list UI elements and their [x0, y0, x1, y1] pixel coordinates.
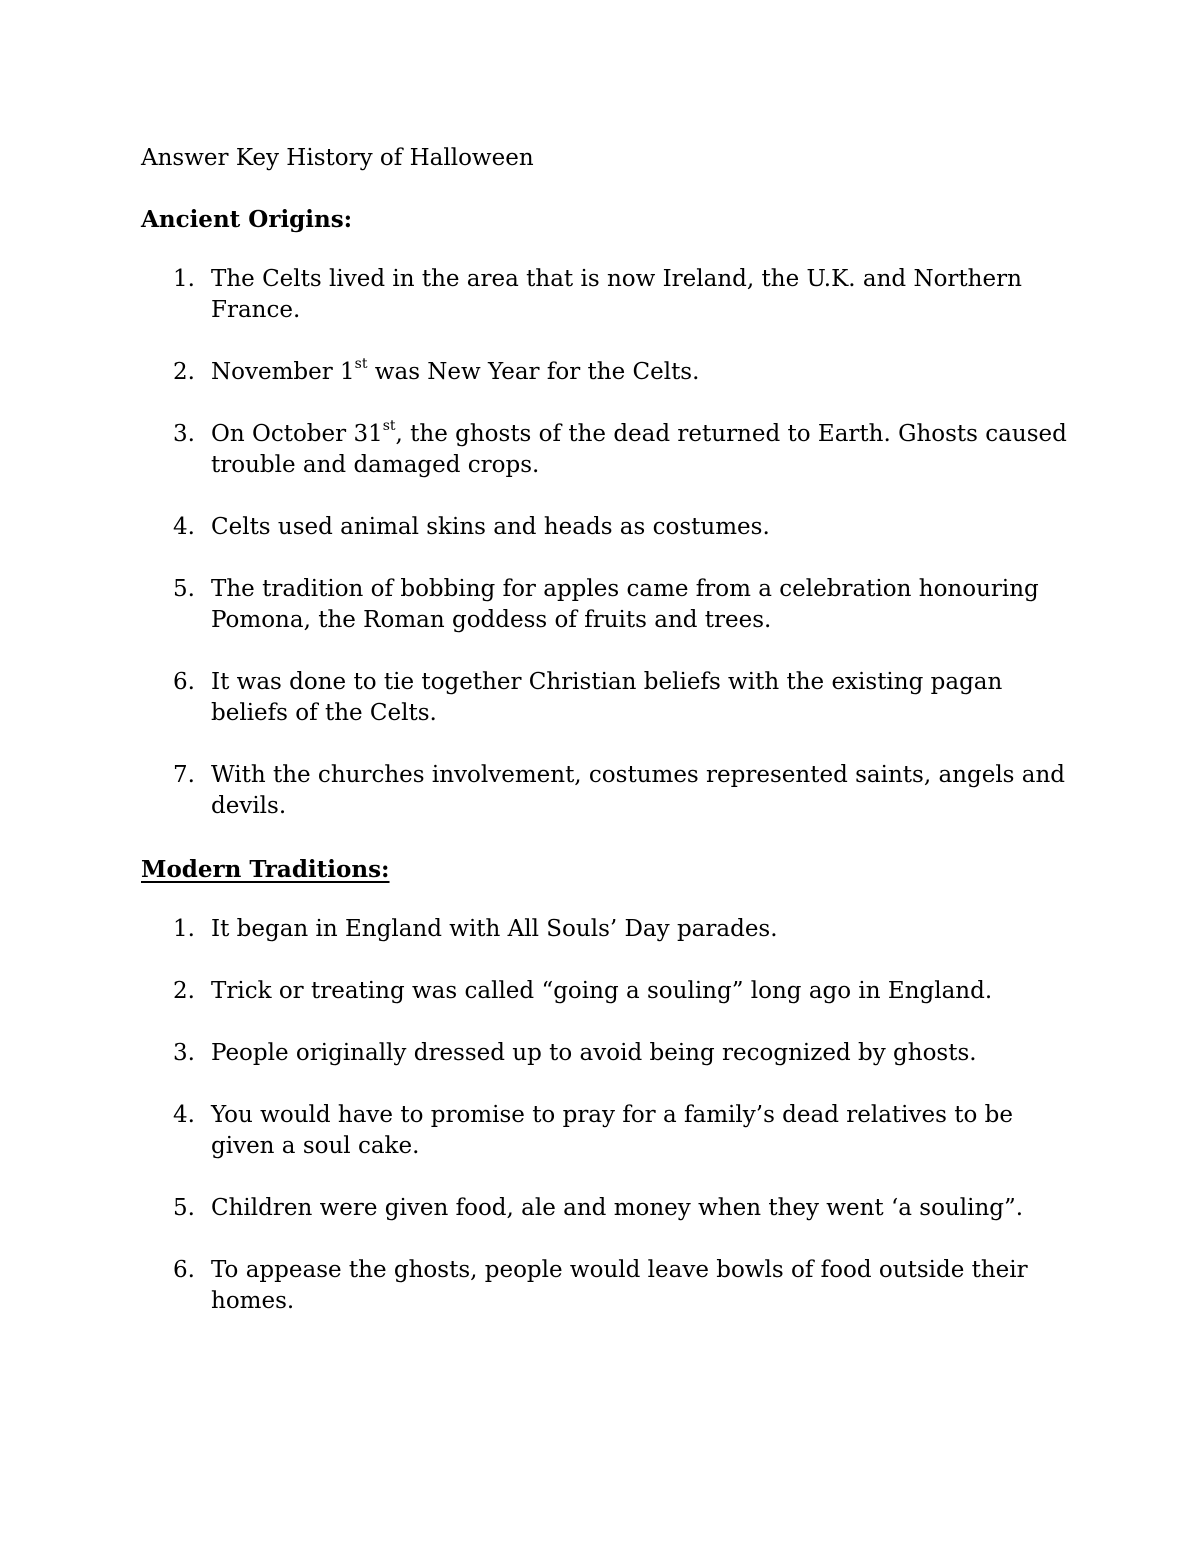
list-item	[141, 760, 1071, 822]
item-text: Trick or treating was called “going a souling” long ago in England.	[211, 978, 993, 1004]
item-number: 1.	[173, 266, 195, 292]
item-text-start: November 1	[211, 359, 355, 385]
document-title: Answer Key History of Halloween	[141, 145, 534, 171]
item-text: People originally dressed up to avoid being recognized by ghosts.	[211, 1040, 977, 1066]
list-item	[141, 264, 1071, 326]
item-text-start: On October 31	[211, 421, 383, 447]
list-item	[141, 574, 1071, 636]
list-item	[141, 667, 1071, 729]
item-number: 1.	[173, 916, 195, 942]
item-text: With the churches involvement, costumes represented saints, angels and devils.	[211, 762, 1066, 819]
item-text: It was done to tie together Christian beliefs with the existing pagan beliefs of the Celts.	[211, 669, 1003, 726]
list-item	[141, 357, 1071, 388]
section-heading-modern-traditions: Modern Traditions:	[141, 856, 390, 883]
item-number: 5.	[173, 576, 195, 602]
list-item	[141, 1255, 1071, 1317]
item-text: Children were given food, ale and money when they went ‘a souling”.	[211, 1195, 1024, 1221]
list-item	[141, 512, 1071, 543]
item-text: The Celts lived in the area that is now Ireland, the U.K. and Northern France.	[211, 266, 1022, 323]
item-number: 3.	[173, 421, 195, 447]
section-heading-ancient-origins: Ancient Origins:	[141, 206, 353, 233]
item-number: 2.	[173, 978, 195, 1004]
item-number: 2.	[173, 359, 195, 385]
list-item	[141, 1038, 1071, 1069]
item-number: 6.	[173, 669, 195, 695]
ordinal-suffix: st	[382, 418, 396, 435]
item-number: 4.	[173, 514, 195, 540]
item-number: 7.	[173, 762, 195, 788]
item-text: It began in England with All Souls’ Day parades.	[211, 916, 778, 942]
item-text: You would have to promise to pray for a family’s dead relatives to be given a soul cake.	[211, 1102, 1013, 1159]
modern-traditions-list	[141, 914, 1071, 1317]
item-number: 4.	[173, 1102, 195, 1128]
item-text: To appease the ghosts, people would leave bowls of food outside their homes.	[211, 1257, 1028, 1314]
item-number: 5.	[173, 1195, 195, 1221]
item-number: 6.	[173, 1257, 195, 1283]
item-text: Celts used animal skins and heads as costumes.	[211, 514, 770, 540]
item-text-end: was New Year for the Celts.	[367, 359, 700, 385]
list-item	[141, 1100, 1071, 1162]
ancient-origins-list	[141, 264, 1071, 822]
document-page	[141, 140, 1071, 1317]
item-text-end: , the ghosts of the dead returned to Earth. Ghosts caused trouble and damaged crops.	[211, 421, 1067, 478]
ordinal-suffix: st	[354, 356, 368, 373]
item-number: 3.	[173, 1040, 195, 1066]
list-item	[141, 914, 1071, 945]
item-text: The tradition of bobbing for apples came from a celebration honouring Pomona, the Roman goddess of fruits and trees.	[211, 576, 1039, 633]
list-item	[141, 1193, 1071, 1224]
list-item	[141, 419, 1071, 481]
list-item	[141, 976, 1071, 1007]
